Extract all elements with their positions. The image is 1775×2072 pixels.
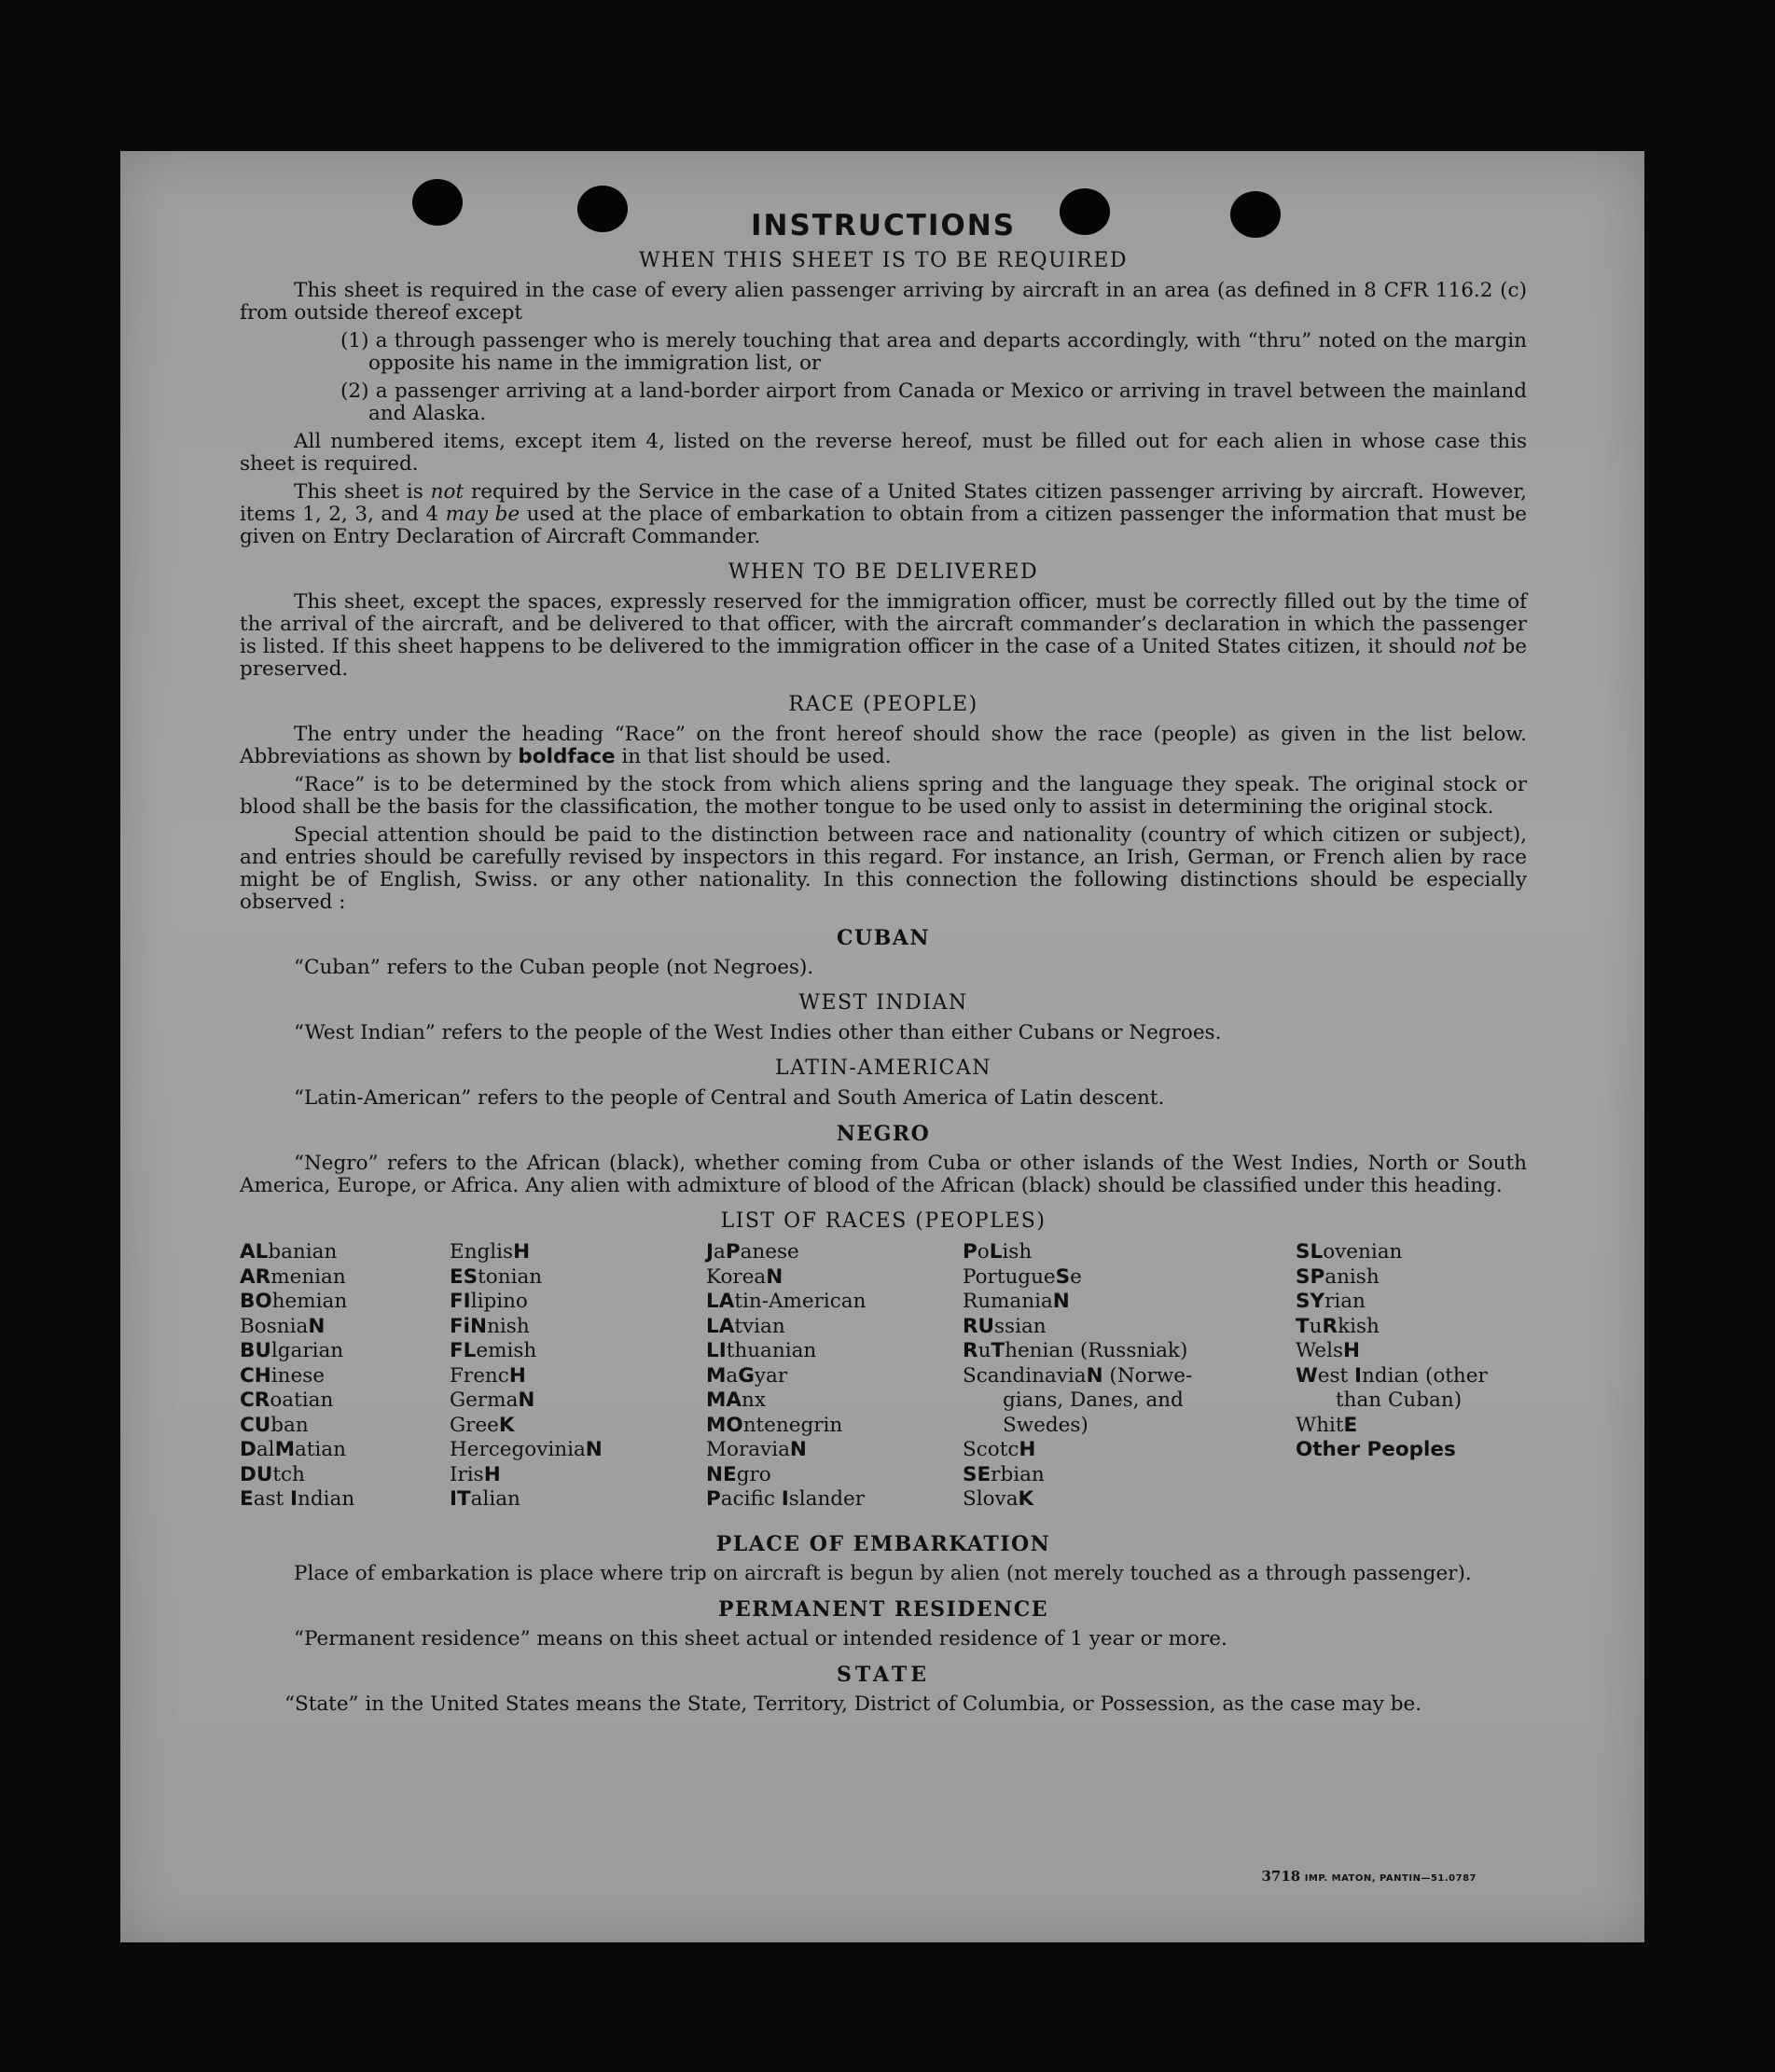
race-entry: RUssian xyxy=(963,1314,1047,1338)
race-entry: ALbanian xyxy=(240,1240,338,1264)
heading-race: RACE (PEOPLE) xyxy=(788,693,978,716)
heading-negro: NEGRO xyxy=(836,1122,931,1146)
race-list xyxy=(240,1240,1527,1520)
race-entry: SlovaK xyxy=(963,1487,1034,1511)
heading-when-required: WHEN THIS SHEET IS TO BE REQUIRED xyxy=(638,249,1129,272)
printer-footer xyxy=(1261,1868,1477,1885)
race-entry: ARmenian xyxy=(240,1264,346,1289)
paragraph-race-nationality: Special attention should be paid to the distinction between race and nationality (country of which citizen or subject), and entries should be carefully revised by inspectors in this regard. For instance, an Irish, German, or French alien by race might be of English, Swiss. or any other nationality. In this connection the following distinctions should be especially observed : xyxy=(240,823,1527,914)
heading-embarkation: PLACE OF EMBARKATION xyxy=(715,1532,1051,1556)
race-entry: FrencH xyxy=(450,1363,526,1388)
race-entry: BUlgarian xyxy=(240,1339,344,1362)
race-entry: WhitE xyxy=(1296,1413,1358,1437)
race-column-3 xyxy=(706,1240,866,1513)
race-entry: CRoatian xyxy=(240,1388,334,1412)
race-column-1 xyxy=(240,1240,354,1513)
race-entry: FiNnish xyxy=(450,1314,530,1338)
paragraph-permanent-residence: “Permanent residence” means on this sheet actual or intended residence of 1 year or more. xyxy=(294,1627,1227,1651)
race-entry: EnglisH xyxy=(450,1240,531,1264)
race-entry: Swedes) xyxy=(963,1413,1089,1437)
race-entry: HercegoviniaN xyxy=(450,1438,603,1461)
exception-item-1: (1) a through passenger who is merely touching that area and departs accordingly, with “thru” noted on the margin opposite his name in the immigration list, or xyxy=(340,329,1527,375)
race-entry: gians, Danes, and xyxy=(963,1388,1184,1412)
race-entry: ScotcH xyxy=(963,1438,1036,1461)
race-entry: DUtch xyxy=(240,1462,305,1486)
race-entry: JaPanese xyxy=(706,1240,799,1264)
race-entry: TuRkish xyxy=(1296,1314,1380,1338)
race-entry: RuThenian (Russniak) xyxy=(963,1339,1188,1362)
race-entry: SPanish xyxy=(1296,1264,1380,1289)
race-entry: GermaN xyxy=(450,1388,535,1412)
paragraph-cuban: “Cuban” refers to the Cuban people (not Negroes). xyxy=(294,956,814,979)
race-entry: SLovenian xyxy=(1296,1240,1403,1264)
race-entry: CHinese xyxy=(240,1363,325,1388)
race-entry: DalMatian xyxy=(240,1438,346,1461)
race-entry: than Cuban) xyxy=(1296,1388,1463,1412)
race-entry: LAtvian xyxy=(706,1314,785,1338)
page-title: INSTRUCTIONS xyxy=(750,209,1017,242)
race-entry: SYrian xyxy=(1296,1290,1366,1313)
race-entry: PoLish xyxy=(963,1240,1033,1264)
race-entry: PortugueSe xyxy=(963,1264,1082,1289)
race-column-5 xyxy=(1296,1240,1488,1463)
paragraph-delivered: This sheet, except the spaces, expressly reserved for the immigration officer, must be correctly filled out by the time of the arrival of the aircraft, and be delivered to that officer, with the aircraft commander’s declaration in which the passenger is listed. If this sheet happens to be delivered to the immigration officer in the case of a United States citizen, it should not be preserved. xyxy=(240,590,1527,681)
race-column-4 xyxy=(963,1240,1192,1513)
race-entry: EStonian xyxy=(450,1264,543,1289)
paragraph-race-entry: The entry under the heading “Race” on the front hereof should show the race (people) as given in the list below. Abbreviations as shown by boldface in that list should be used. xyxy=(240,723,1527,768)
paragraph-required: This sheet is required in the case of every alien passenger arriving by aircraft in an area (as defined in 8 CFR 116.2 (c) from outside thereof except xyxy=(240,279,1527,325)
paragraph-numbered-items: All numbered items, except item 4, listed on the reverse hereof, must be filled out for each alien in whose case this sheet is required. xyxy=(240,430,1527,476)
heading-state: STATE xyxy=(836,1663,931,1687)
race-entry: WelsH xyxy=(1296,1339,1360,1362)
race-entry: MAnx xyxy=(706,1388,767,1412)
race-entry: ScandinaviaN (Norwe- xyxy=(963,1363,1193,1388)
heading-cuban: CUBAN xyxy=(837,926,930,950)
race-entry: FLemish xyxy=(450,1339,537,1362)
race-entry: MOntenegrin xyxy=(706,1413,843,1437)
paragraph-latin-american: “Latin-American” refers to the people of Central and South America of Latin descent. xyxy=(294,1086,1165,1110)
race-entry: CUban xyxy=(240,1413,309,1437)
heading-west-indian: WEST INDIAN xyxy=(798,991,968,1015)
printer-mark: IMP. MATON, PANTIN—51.0787 xyxy=(1304,1873,1477,1884)
race-entry: GreeK xyxy=(450,1413,515,1437)
instruction-sheet xyxy=(120,151,1644,1942)
heading-permanent-residence: PERMANENT RESIDENCE xyxy=(718,1597,1048,1622)
form-code: 3718 xyxy=(1261,1868,1301,1885)
race-entry: MaGyar xyxy=(706,1363,788,1388)
race-entry: East Indian xyxy=(240,1487,355,1511)
race-entry: ITalian xyxy=(450,1487,520,1511)
race-entry: KoreaN xyxy=(706,1264,783,1289)
paragraph-race-stock: “Race” is to be determined by the stock from which aliens spring and the language they speak. The original stock or blood shall be the basis for the classification, the mother tongue to be used only to assist in determining the original stock. xyxy=(240,773,1527,819)
race-entry: Other Peoples xyxy=(1296,1438,1456,1461)
race-entry: NEgro xyxy=(706,1462,771,1486)
race-entry: LAtin-American xyxy=(706,1290,867,1313)
race-entry: MoraviaN xyxy=(706,1438,807,1461)
race-entry: SErbian xyxy=(963,1462,1045,1486)
exception-item-2: (2) a passenger arriving at a land-border airport from Canada or Mexico or arriving in travel between the mainland and Alaska. xyxy=(340,380,1527,425)
sheet-content xyxy=(240,207,1527,1721)
heading-list-of-races: LIST OF RACES (PEOPLES) xyxy=(720,1209,1047,1233)
paragraph-state: “State” in the United States means the State, Territory, District of Columbia, or Possession, as the case may be. xyxy=(284,1692,1422,1716)
paragraph-west-indian: “West Indian” refers to the people of the West Indies other than either Cubans or Negroes. xyxy=(294,1021,1222,1044)
race-entry: FIlipino xyxy=(450,1290,528,1313)
race-entry: Pacific Islander xyxy=(706,1487,866,1511)
race-entry: West Indian (other xyxy=(1296,1363,1488,1388)
race-entry: BOhemian xyxy=(240,1290,348,1313)
race-entry: LIthuanian xyxy=(706,1339,817,1362)
paragraph-negro: “Negro” refers to the African (black), whether coming from Cuba or other islands of the West Indies, North or South America, Europe, or Africa. Any alien with admixture of blood of the African (black) should be classified under this heading. xyxy=(240,1152,1527,1197)
paragraph-not-required: This sheet is not required by the Service in the case of a United States citizen passenger arriving by aircraft. However, items 1, 2, 3, and 4 may be used at the place of embarkation to obtain from a citizen passenger the information that must be given on Entry Declaration of Aircraft Commander. xyxy=(240,480,1528,548)
heading-when-delivered: WHEN TO BE DELIVERED xyxy=(728,560,1039,584)
race-entry: IrisH xyxy=(450,1462,501,1486)
race-entry: BosniaN xyxy=(240,1314,326,1338)
race-column-2 xyxy=(450,1240,603,1513)
paragraph-embarkation: Place of embarkation is place where trip on aircraft is begun by alien (not merely touched as a through passenger). xyxy=(294,1562,1472,1585)
race-entry: RumaniaN xyxy=(963,1290,1070,1313)
heading-latin-american: LATIN-AMERICAN xyxy=(774,1057,992,1080)
